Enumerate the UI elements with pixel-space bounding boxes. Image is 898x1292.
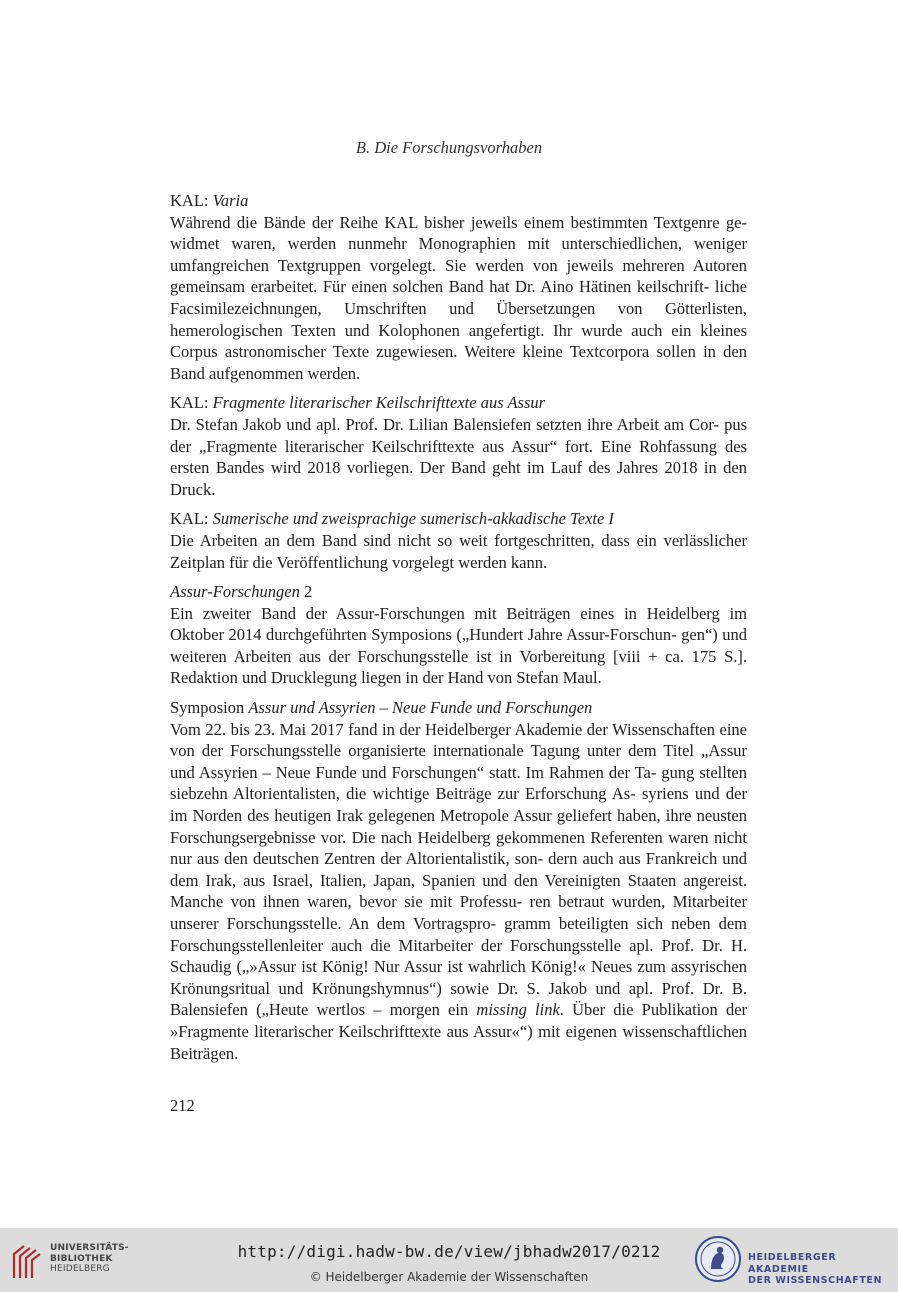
heading-prefix: KAL:: [170, 393, 213, 413]
section-body: [170, 414, 747, 500]
heading-title: Fragmente literarischer Keilschrifttexte aus Assur: [212, 393, 546, 413]
hadw-logo[interactable]: [694, 1235, 894, 1285]
section-heading: [170, 697, 747, 719]
running-head: B. Die Forschungsvorhaben: [355, 138, 543, 157]
heading-title: Sumerische und zweisprachige sumerisch-akkadische Texte I: [212, 509, 614, 529]
main-content: [170, 190, 747, 1072]
heading-title: Varia: [212, 191, 249, 210]
section: [170, 581, 747, 689]
section-body: [170, 530, 747, 573]
ub-logo-line: BIBLIOTHEK: [50, 1253, 113, 1264]
body-text: Die Arbeiten an dem Band sind nicht so weit fortgeschritten, dass ein verlässlicher Zeitplan für die Veröffentlichung vorgelegt werden kann.: [170, 530, 747, 572]
body-text: Vom 22. bis 23. Mai 2017 fand in der Heidelberger Akademie der Wissenschaften eine von der Forschungsstelle organisierte internationale Tagung unter dem Titel „Assur und Assyrien – Neue Funde und Forschungen“ statt. Im Rahmen der Ta- gung stellten siebzehn Altorientalisten, die wichtige Beiträge zur Erforschung As- syriens und der im Norden des heutigen Irak gelegenen Metropole Assur geliefert haben, ihre neusten Forschungsergebnisse vor. Die nach Heidelberg gekommenen Referenten waren nicht nur aus den deutschen Zentren der Altorientalistik, son- dern auch aus Frankreich und dem Irak, aus Israel, Italien, Japan, Spanien und den Vereinigten Staaten angereist. Manche von ihnen waren, bevor sie mit Professu- ren betraut wurden, Mitarbeiter unserer Forschungsstelle. An dem Vortragspro- gramm beteiligten sich neben dem Forschungsstellenleiter auch die Mitarbeiter der Forschungsstelle apl. Prof. Dr. H. Schaudig („»Assur ist König! Nur Assur ist wahrlich König!« Neues zum assyrischen Krönungsritual und Krönungshymnus“) sowie Dr. S. Jakob und apl. Prof. Dr. B. Balensiefen („Heute wertlos – morgen ein: [170, 719, 747, 1020]
section-body: [170, 212, 747, 385]
heading-title: Assur-Forschungen: [170, 582, 300, 602]
heading-prefix: KAL:: [170, 191, 213, 210]
hadw-logo-text: [748, 1252, 894, 1287]
hadw-seal-icon: [694, 1235, 742, 1283]
hadw-logo-line: HEIDELBERGER AKADEMIE: [748, 1252, 837, 1275]
section-body: [170, 603, 747, 689]
section-heading: [170, 392, 747, 414]
heading-prefix: KAL:: [170, 509, 213, 529]
section: [170, 392, 747, 500]
page-number: 212: [170, 1096, 195, 1115]
body-text: Dr. Stefan Jakob und apl. Prof. Dr. Lilian Balensiefen setzten ihre Arbeit am Cor- pus der „Fragmente literarischer Keilschrifttexte aus Assur“ fort. Eine Rohfassung des ersten Bandes wird 2018 vorliegen. Der Band geht im Lauf des Jahres 2018 in den Druck.: [170, 414, 747, 499]
section-body: [170, 719, 747, 1065]
permalink-url[interactable]: http://digi.hadw-bw.de/view/jbhadw2017/0212: [237, 1242, 661, 1261]
section: [170, 190, 747, 384]
section-heading: [170, 190, 747, 212]
ub-logo-line: HEIDELBERG: [50, 1264, 110, 1274]
body-text: . Über die Publikation der »Fragmente literarischer Keilschrifttexte aus Assur«“) mit eigenen wissenschaftlichen Beiträgen.: [170, 1000, 748, 1063]
heading-prefix: Symposion: [170, 698, 249, 718]
section: [170, 508, 747, 573]
copyright-notice: © Heidelberger Akademie der Wissenschaften: [309, 1270, 589, 1284]
body-text-italic: missing link: [476, 1000, 560, 1020]
body-text: Ein zweiter Band der Assur-Forschungen mit Beiträgen eines in Heidelberg im Oktober 2014 durchgeführten Symposions („Hundert Jahre Assur-Forschun- gen“) und weiteren Arbeiten aus der Forschungsstelle ist in Vorbereitung [viii + ca. 175 S.]. Redaktion und Drucklegung liegen in der Hand von Stefan Maul.: [170, 603, 747, 688]
body-text: Während die Bände der Reihe KAL bisher jeweils einem bestimmten Textgenre ge- widmet waren, werden nunmehr Monographien mit unterschiedlichen, weniger umfangreichen Textgruppen vorgelegt. Sie werden von jeweils mehreren Autoren gemeinsam erarbeitet. Für einen solchen Band hat Dr. Aino Hätinen keilschrift- liche Facsimilezeichnungen, Umschriften und Übersetzungen von Götterlisten, hemerologischen Texten und Kolophonen angefertigt. Ihr wurde auch ein kleines Corpus astronomischer Texte zugewiesen. Weitere kleine Textcorpora sollen in den Band aufgenommen werden.: [170, 212, 747, 383]
hadw-logo-line: DER WISSENSCHAFTEN: [748, 1275, 883, 1286]
viewer-footer: [0, 1228, 898, 1292]
section-heading: [170, 581, 747, 603]
section-heading: [170, 508, 747, 530]
ub-logo-line: UNIVERSITÄTS-: [50, 1243, 129, 1253]
heading-suffix: 2: [299, 582, 313, 602]
heading-title: Assur und Assyrien – Neue Funde und Forschungen: [248, 698, 593, 718]
section: [170, 697, 747, 1064]
